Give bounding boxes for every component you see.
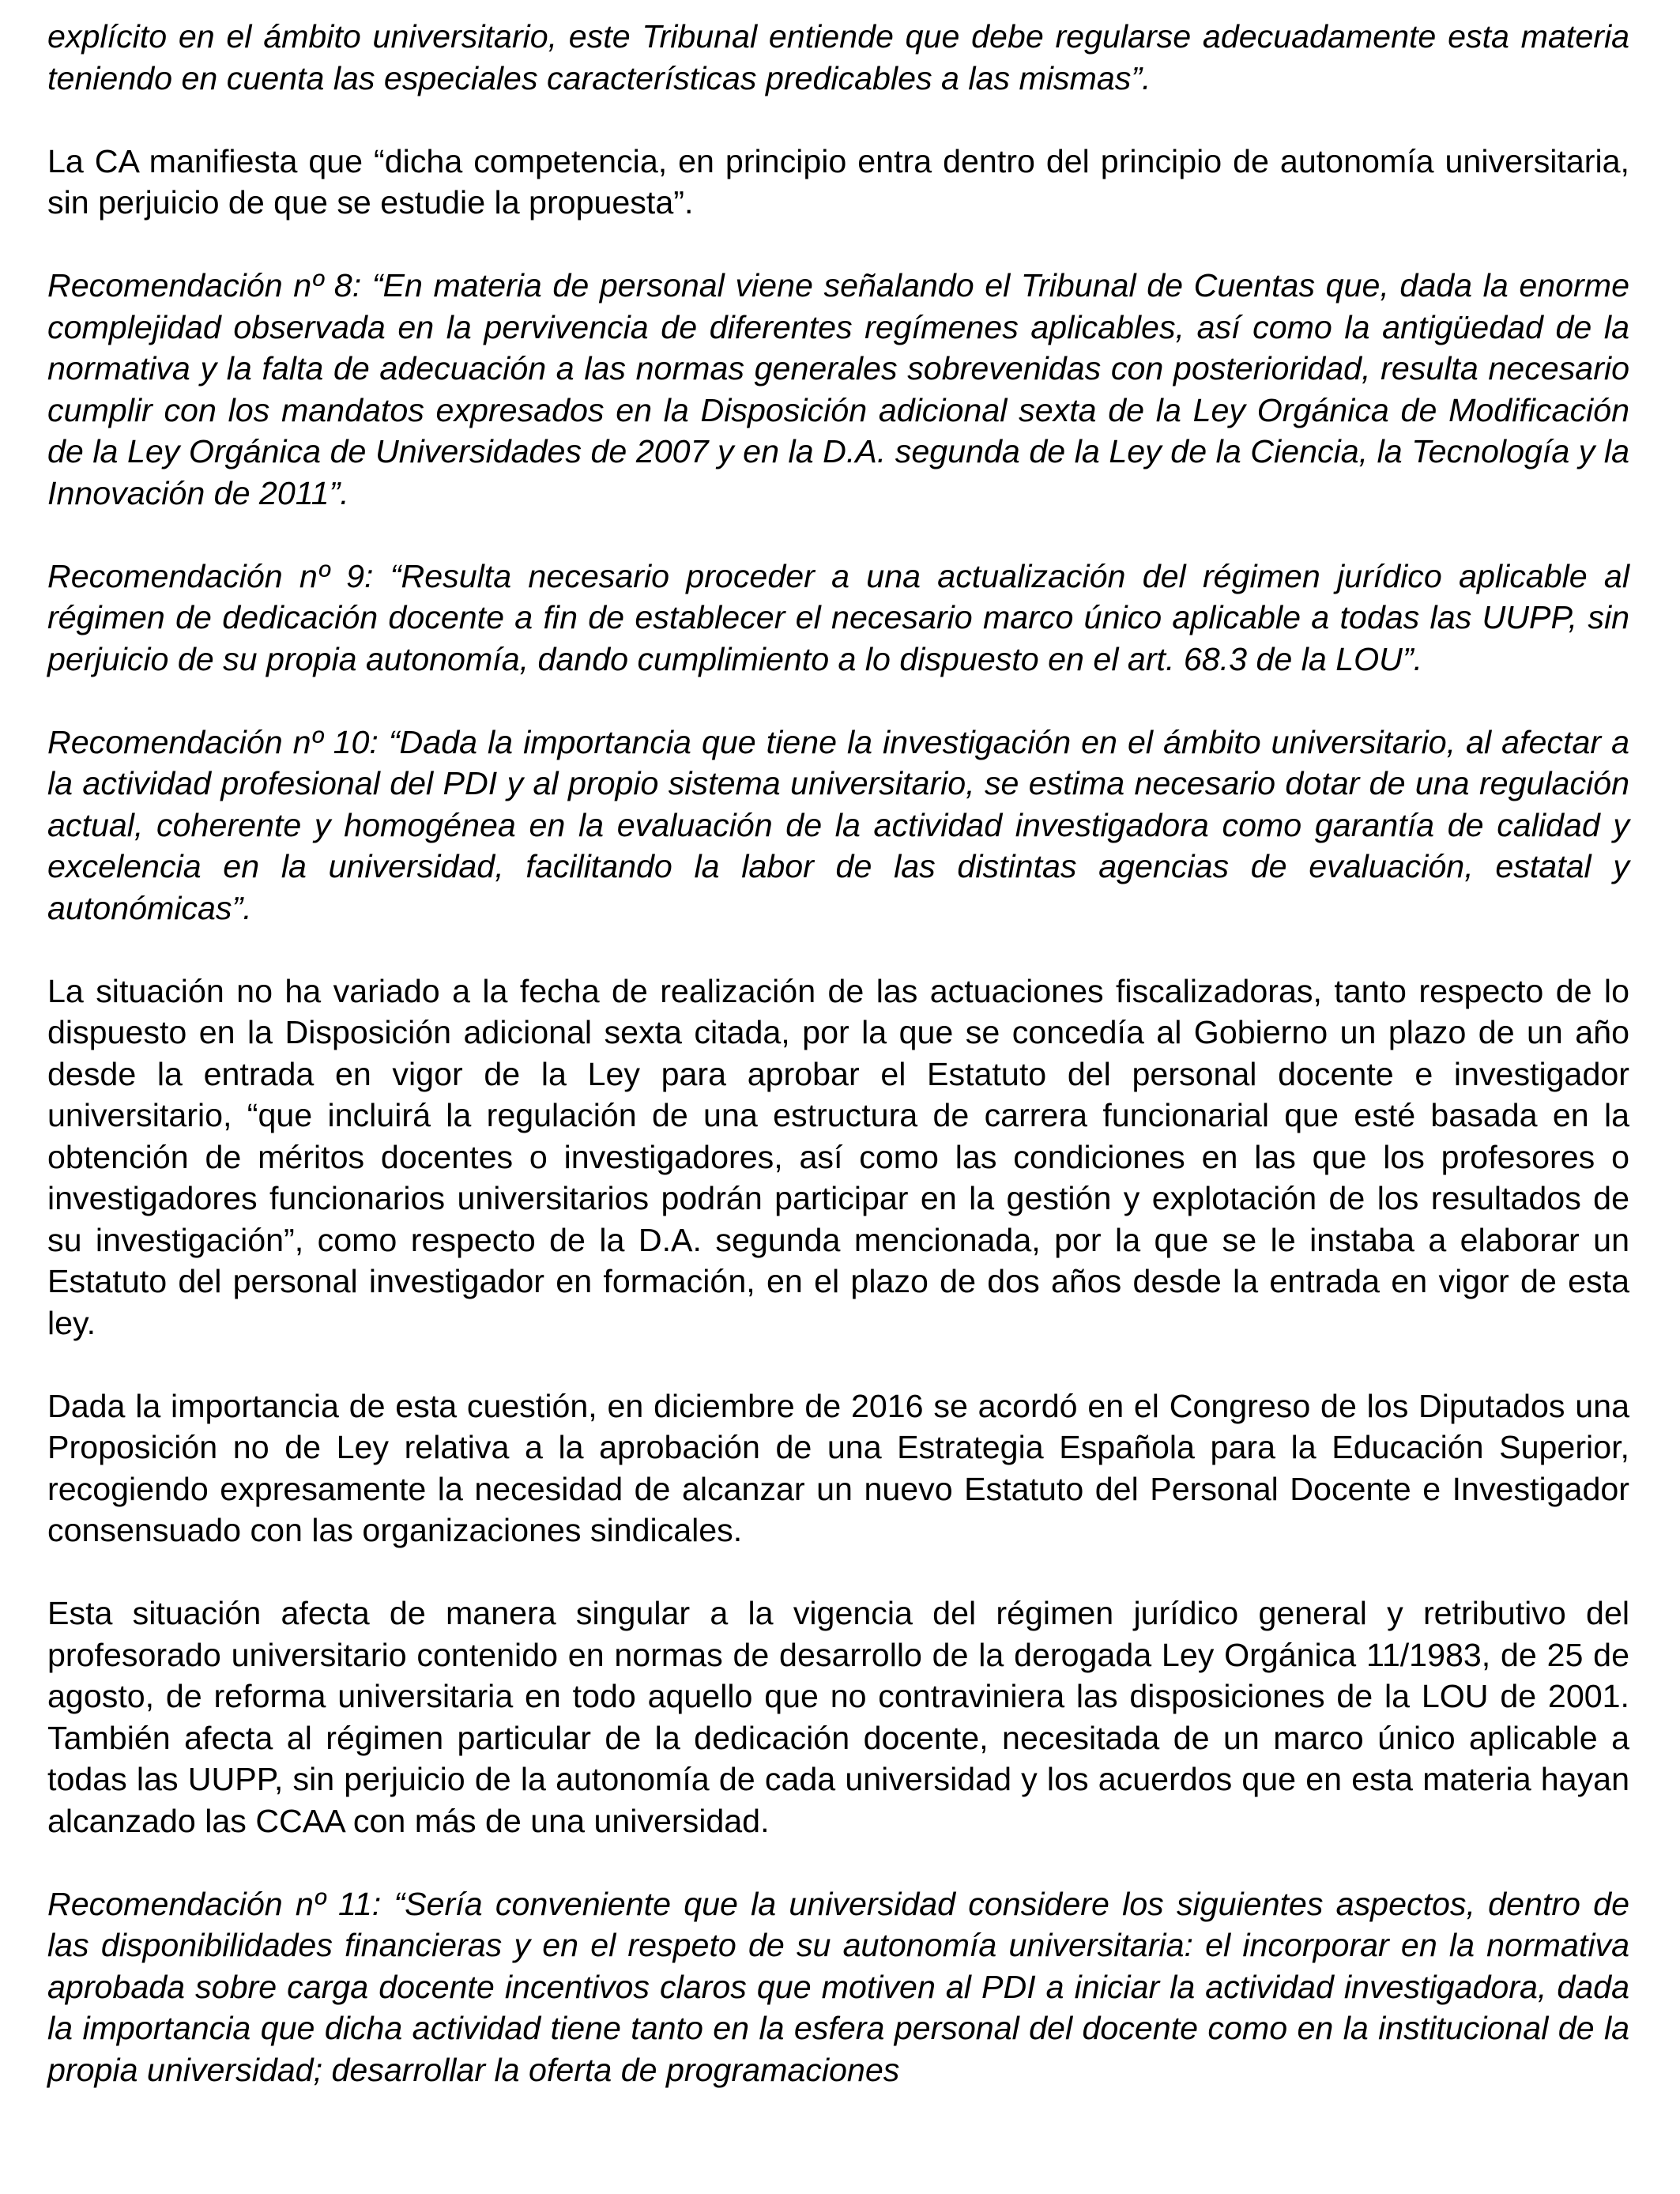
paragraph-recommendation-9: Recomendación nº 9: “Resulta necesario proceder a una actualización del régimen jurídico aplicable al régimen de dedicación docente a fin de establecer el necesario marco único aplicable a todas las UUPP, sin perjuicio de su propia autonomía, dando cumplimiento a lo dispuesto en el art. 68.3 de la LOU”. [47,557,1629,677]
paragraph-recommendation-8: Recomendación nº 8: “En materia de personal viene señalando el Tribunal de Cuentas que, dada la enorme complejidad observada en la pervivencia de diferentes regímenes aplicables, así como la antigüedad de la normativa y la falta de adecuación a las normas generales sobrevenidas con posterioridad, resulta necesario cumplir con los mandatos expresados en la Disposición adicional sexta de la Ley Orgánica de Modificación de la Ley Orgánica de Universidades de 2007 y en la D.A. segunda de la Ley de la Ciencia, la Tecnología y la Innovación de 2011”. [47,267,1629,511]
paragraph-recommendation-11: Recomendación nº 11: “Sería conveniente que la universidad considere los siguientes aspectos, dentro de las disponibilidades financieras y en el respeto de su autonomía universitaria: el incorporar en la normativa aprobada sobre carga docente incentivos claros que motiven al PDI a iniciar la actividad investigadora, dada la importancia que dicha actividad tiene tanto en la esfera personal del docente como en la institucional de la propia universidad; desarrollar la oferta de programaciones [47,1885,1629,2088]
paragraph-congress-2016: Dada la importancia de esta cuestión, en diciembre de 2016 se acordó en el Congreso de los Diputados una Proposición no de Ley relativa a la aprobación de una Estrategia Española para la Educación Superior, recogiendo expresamente la necesidad de alcanzar un nuevo Estatuto del Personal Docente e Investigador consensuado con las organizaciones sindicales. [47,1387,1629,1548]
paragraph-ca-response: La CA manifiesta que “dicha competencia, en principio entra dentro del principio de autonomía universitaria, sin perjuicio de que se estudie la propuesta”. [47,142,1629,221]
paragraph-tribunal-quote-end: explícito en el ámbito universitario, este Tribunal entiende que debe regularse adecuadamente esta materia teniendo en cuenta las especiales características predicables a las mismas”. [47,18,1629,96]
paragraph-situation-unchanged: La situación no ha variado a la fecha de realización de las actuaciones fiscalizadoras, tanto respecto de lo dispuesto en la Disposición adicional sexta citada, por la que se concedía al Gobierno un plazo de un año desde la entrada en vigor de la Ley para aprobar el Estatuto del personal docente e investigador universitario, “que incluirá la regulación de una estructura de carrera funcionarial que esté basada en la obtención de méritos docentes o investigadores, así como las condiciones en las que los profesores o investigadores funcionarios universitarios podrán participar en la gestión y explotación de los resultados de su investigación”, como respecto de la D.A. segunda mencionada, por la que se le instaba a elaborar un Estatuto del personal investigador en formación, en el plazo de dos años desde la entrada en vigor de esta ley. [47,972,1629,1341]
paragraph-legal-regime: Esta situación afecta de manera singular a la vigencia del régimen jurídico general y retributivo del profesorado universitario contenido en normas de desarrollo de la derogada Ley Orgánica 11/1983, de 25 de agosto, de reforma universitaria en todo aquello que no contraviniera las disposiciones de la LOU de 2001. También afecta al régimen particular de la dedicación docente, necesitada de un marco único aplicable a todas las UUPP, sin perjuicio de la autonomía de cada universidad y los acuerdos que en esta materia hayan alcanzado las CCAA con más de una universidad. [47,1595,1629,1839]
paragraph-recommendation-10: Recomendación nº 10: “Dada la importancia que tiene la investigación en el ámbito universitario, al afectar a la actividad profesional del PDI y al propio sistema universitario, se estima necesario dotar de una regulación actual, coherente y homogénea en la evaluación de la actividad investigadora como garantía de calidad y excelencia en la universidad, facilitando la labor de las distintas agencias de evaluación, estatal y autonómicas”. [47,723,1629,926]
document-page [47,16,1629,2132]
